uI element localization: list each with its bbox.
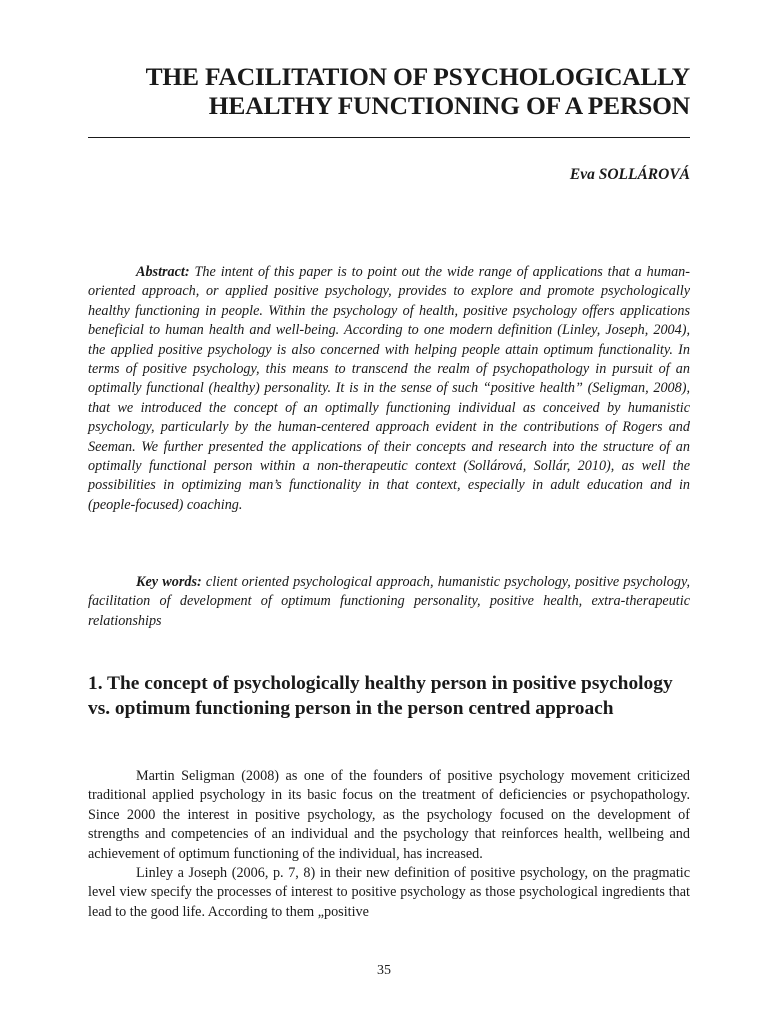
body-paragraph-2: Linley a Joseph (2006, p. 7, 8) in their new definition of positive psychology, on the pragmatic level view specify the processes of interest to positive psychology as those psychological ingredients that lead to the good life. According to them „positive — [88, 865, 690, 920]
abstract-label: Abstract: — [136, 264, 190, 280]
title-rule — [88, 137, 690, 138]
section-body — [88, 767, 690, 922]
section-heading: 1. The concept of psychologically healthy person in positive psychology vs. optimum functioning person in the person centred approach — [88, 673, 673, 719]
page-number: 35 — [377, 963, 391, 978]
abstract-text: The intent of this paper is to point out the wide range of applications that a human-oriented approach, or applied positive psychology, provides to explore and promote psychologically healthy functioning in people. Within the psychology of health, positive psychology offers applications beneficial to human health and well-being. According to one modern definition (Linley, Joseph, 2004), the applied positive psychology is also concerned with helping people attain optimum functionality. In terms of positive psychology, this means to transcend the realm of psychopathology in pursuit of an optimally functional (healthy) personality. It is in the sense of such “positive health” (Seligman, 2008), that we introduced the concept of an optimally functioning individual as conceived by humanistic psychology, particularly by the human-centered approach evident in the contributions of Rogers and Seeman. We further presented the applications of their concepts and research into the structure of an optimally functional person within a non-therapeutic context (Sollárová, Sollár, 2010), as well the possibilities in optimizing man’s functionality in that context, especially in adult education and in (people-focused) coaching. — [88, 264, 690, 513]
body-paragraph-1: Martin Seligman (2008) as one of the founders of positive psychology movement criticized traditional applied psychology in its basic focus on the treatment of deficiencies or psychopathology. Since 2000 the interest in positive psychology, as the psychology focused on the development of strengths and competencies of an individual and the psychology that reinforces health, wellbeing and achievement of optimum functioning of the individual, has increased. — [88, 768, 690, 862]
keywords-text: client oriented psychological approach, humanistic psychology, positive psychology, facilitation of development of optimum functioning personality, positive health, extra-therapeutic relationships — [88, 574, 691, 629]
title-line-1: THE FACILITATION OF PSYCHOLOGICALLY — [145, 62, 690, 91]
paper-title — [88, 62, 690, 120]
title-line-2: HEALTHY FUNCTIONING OF A PERSON — [208, 91, 690, 120]
abstract — [88, 263, 690, 515]
keywords — [88, 573, 690, 631]
author-name: Eva SOLLÁROVÁ — [569, 166, 690, 183]
keywords-label: Key words: — [136, 574, 202, 590]
